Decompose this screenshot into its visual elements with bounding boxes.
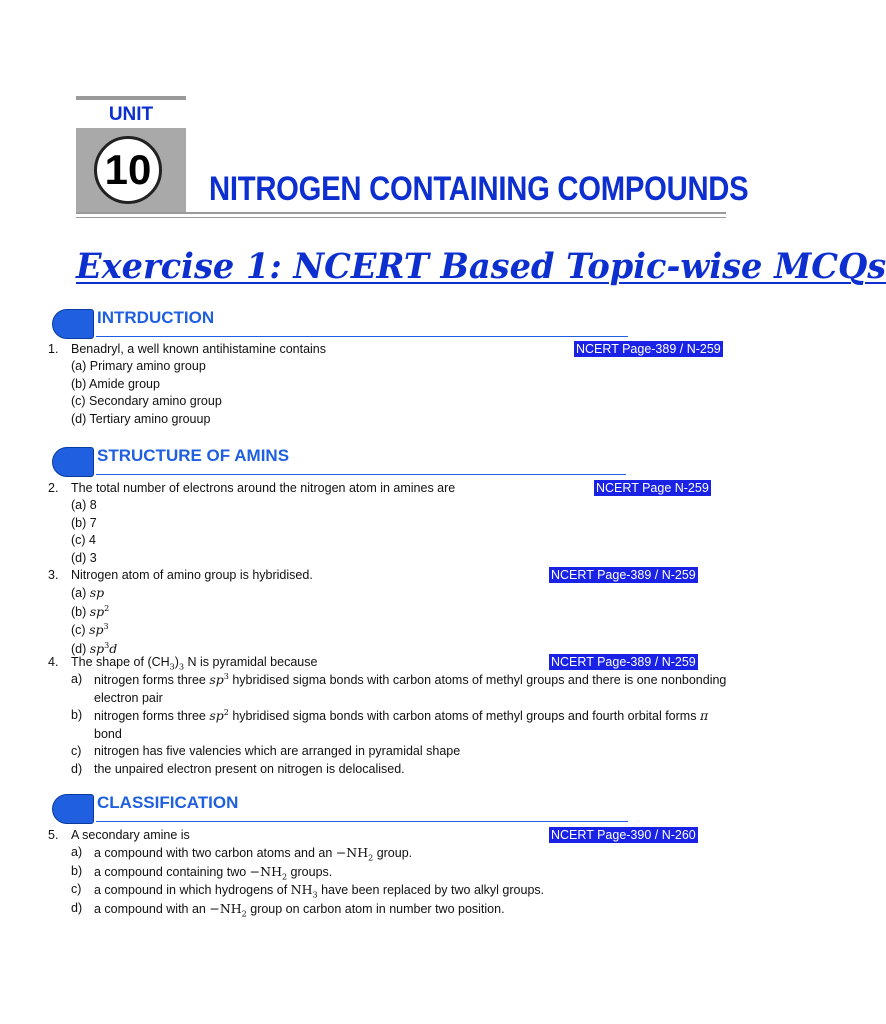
option: (d) 3 [71, 550, 97, 565]
option: (b) Amide group [71, 376, 160, 391]
option: b) a compound containing two $-NH_2$ groups. [71, 863, 333, 881]
option: (c) 4 [71, 533, 96, 547]
option: (c) $sp^3$ [71, 621, 109, 637]
question-stem: The shape of $(CH_3)_3$ N is pyramidal because [71, 655, 318, 672]
section-underline [96, 474, 626, 475]
section-underline [96, 336, 628, 337]
unit-badge [76, 96, 186, 214]
ncert-reference-badge: NCERT Page-389 / N-259 [576, 342, 721, 356]
option: (b) $sp^2$ [71, 603, 110, 619]
ncert-reference-badge: NCERT Page N-259 [596, 481, 709, 495]
option: (a) Primary amino group [71, 359, 206, 373]
unit-label: UNIT [76, 96, 186, 130]
question-stem: A secondary amine is [71, 828, 190, 842]
option: a) a compound with two carbon atoms and an $-NH_2$ group. [71, 845, 413, 863]
question-4-options [71, 671, 727, 778]
option: (a) 8 [71, 498, 97, 512]
option: (d) $sp^3d$ [71, 640, 118, 656]
title-divider [76, 212, 726, 214]
option: a) nitrogen forms three $sp^3$ hybridised sigma bonds with carbon atoms of methyl groups and there is one nonbonding electron pair [71, 671, 727, 705]
option: c) nitrogen has five valencies which are arranged in pyramidal shape [71, 744, 461, 758]
unit-number-panel [76, 128, 186, 212]
ncert-reference-badge: NCERT Page-389 / N-259 [551, 655, 696, 669]
option: d) a compound with an $-NH_2$ group on carbon atom in number two position. [71, 900, 505, 918]
question-stem: The total number of electrons around the nitrogen atom in amines are [71, 481, 456, 495]
option: b) nitrogen forms three $sp^2$ hybridised sigma bonds with carbon atoms of methyl groups and fourth orbital forms π bond [71, 707, 709, 741]
question-number: 5. [48, 828, 59, 842]
question-2-options [71, 497, 97, 567]
question-number: 2. [48, 481, 59, 495]
section-tab-icon [52, 447, 94, 477]
question-number: 1. [48, 342, 59, 356]
exercise-title: Exercise 1: NCERT Based Topic-wise MCQs [76, 246, 886, 287]
section-label: CLASSIFICATION [97, 793, 239, 812]
section-underline [96, 821, 628, 822]
option: (b) 7 [71, 515, 97, 530]
section-label: STRUCTURE OF AMINS [97, 446, 290, 465]
option: (a) sp [71, 585, 105, 600]
question-1-options [71, 358, 222, 428]
section-tab-icon [52, 794, 94, 824]
option: c) a compound in which hydrogens of $NH_3$ have been replaced by two alkyl groups. [71, 882, 545, 900]
section-tab-icon [52, 309, 94, 339]
option: d) the unpaired electron present on nitrogen is delocalised. [71, 761, 405, 776]
question-3-options [71, 584, 117, 658]
option: (d) Tertiary amino grouup [71, 411, 211, 426]
ncert-reference-badge: NCERT Page-390 / N-260 [551, 828, 696, 842]
question-5-options [71, 844, 727, 918]
question-number: 3. [48, 568, 59, 582]
question-stem: Benadryl, a well known antihistamine contains [71, 342, 326, 356]
ncert-reference-badge: NCERT Page-389 / N-259 [551, 568, 696, 582]
title-divider-secondary [76, 217, 726, 218]
section-label: INTRDUCTION [97, 308, 215, 327]
unit-number: 10 [94, 136, 162, 204]
question-stem: Nitrogen atom of amino group is hybridised. [71, 568, 313, 582]
option: (c) Secondary amino group [71, 394, 222, 408]
question-number: 4. [48, 655, 59, 669]
chapter-title: NITROGEN CONTAINING COMPOUNDS [209, 170, 749, 208]
